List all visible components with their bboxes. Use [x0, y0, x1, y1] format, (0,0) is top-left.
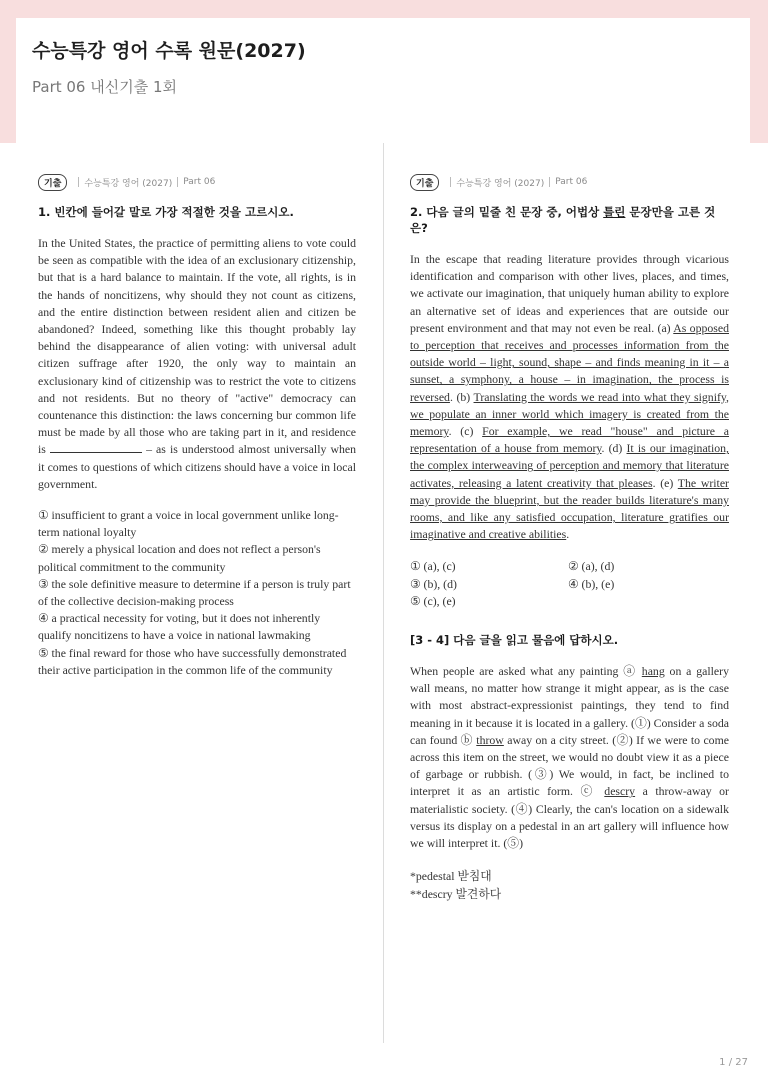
- page-number: 1 / 27: [719, 1057, 748, 1068]
- passage-text: When people are asked what any painting ⓐ: [410, 664, 642, 679]
- underlined-word-a: hang: [641, 664, 665, 679]
- meta-separator: [549, 177, 550, 187]
- question-1-badge: 기출: [38, 174, 67, 191]
- question-1-options: [38, 507, 356, 679]
- footnotes: [410, 868, 729, 902]
- set-3-4-title: [3 - 4] 다음 글을 읽고 물음에 답하시오.: [410, 633, 619, 648]
- underlined-sentence-e: The writer may provide the blueprint, but the reader builds literature's many rooms, and like any satisfied occupation, literature gratifies our imaginative and creative abilities: [410, 475, 729, 542]
- footnote-1: *pedestal 받침대: [410, 869, 492, 884]
- title-text: 2. 다음 글의 밑줄 친 문장 중, 어법상: [410, 205, 604, 219]
- question-1-passage: [38, 235, 356, 493]
- meta-separator: [177, 177, 178, 187]
- underlined-sentence-a: As opposed to perception that receives and processes information from the outside world – light, sound, shape – and finds meaning in it – a sunset, a symphony, a house – in imagination, the process is reversed: [410, 320, 729, 404]
- sentence-label-c: . (c): [448, 424, 483, 439]
- sentence-label-e: . (e): [652, 475, 678, 490]
- set-3-4-passage: [410, 663, 729, 852]
- document-title: 수능특강 영어 수록 원문(2027): [32, 40, 306, 62]
- passage-text: away on a city street. (②) If we were to come across this item on the street, we would no doubt view it as a piece of garbage or rubbish. (③) We would, in fact, be inclined to interpret it as an artistic form. ⓒ: [410, 732, 729, 799]
- option-2[interactable]: ② merely a physical location and does not reflect a person's political commitment to the community: [38, 542, 321, 574]
- title-text: 문장만을 고른 것은?: [410, 205, 716, 235]
- passage-text: a throw-away or materialistic society. (④) Clearly, the can's location on a sidewalk versus its display on a pedestal in an art gallery will influence how we will interpret it. (⑤): [410, 784, 729, 851]
- underlined-sentence-b: Translating the words we read into what they signify, we populate an inner world which imagery is created from the memory: [410, 389, 729, 439]
- question-2-source: 수능특강 영어 (2027): [456, 178, 545, 189]
- passage-text: In the escape that reading literature provides through vicarious identification and comparison with other lives, places, and times, we activate our imagination, that uniquely human ability to explore an alternative set of ideas and experiences that are outside our present environment and that may not even be real.: [410, 252, 729, 335]
- sentence-label-b: . (b): [449, 389, 474, 404]
- option-5[interactable]: ⑤ the final reward for those who have successfully demonstrated their active participation in the common life of the community: [38, 645, 347, 677]
- question-1-title: 1. 빈칸에 들어갈 말로 가장 적절한 것을 고르시오.: [38, 205, 294, 219]
- sentence-label-d: . (d): [601, 441, 627, 456]
- question-1-meta: [38, 174, 356, 190]
- meta-separator: [450, 177, 451, 187]
- underlined-sentence-d: It is our imagination, the complex interweaving of perception and memory that literature activates, releasing a latent creativity that pleases: [410, 441, 729, 490]
- question-2-part: Part 06: [555, 177, 588, 187]
- passage-text: – as is understood almost universally when it comes to questions of which citizens should have a voice in local government.: [38, 442, 357, 491]
- underlined-word-b: throw: [476, 732, 504, 747]
- question-2-badge: 기출: [410, 174, 439, 191]
- question-1-source: 수능특강 영어 (2027): [84, 178, 173, 189]
- underlined-word-c: descry: [604, 784, 636, 799]
- passage-text: In the United States, the practice of permitting aliens to vote could be seen as compatible with the idea of an exclusionary citizenship, but that is a hard balance to maintain. If the vote, all rights, is in the hands of noncitizens, why should they not count as citizens, and the entire distinction between resident alien and citizen be abandoned? Indeed, something like this thought probably lay behind the disappearance of alien voting: with universal adult citizen suffrage after 1920, the only way to maintain an exclusionary kind of citizenship was to restrict the vote to citizens and not residents. But no theory of "active" democracy can countenance this distinction: the laws concerning bur common life must be made by all those who are taking part in it, and residence is: [38, 236, 356, 457]
- document-subtitle: Part 06 내신기출 1회: [32, 78, 177, 96]
- question-1-part: Part 06: [183, 177, 216, 187]
- option-4[interactable]: ④ a practical necessity for voting, but it does not inherently qualify noncitizens to have a voice in national lawmaking: [38, 611, 321, 643]
- question-1: [38, 174, 356, 679]
- title-emphasis: 틀린: [603, 205, 626, 219]
- sentence-label-a: (a): [657, 320, 674, 335]
- passage-text: .: [566, 527, 570, 542]
- option-3[interactable]: ③ (b), (d): [410, 576, 457, 591]
- question-2-passage: [410, 251, 729, 543]
- column-divider: [383, 143, 384, 1043]
- question-2-options: [410, 558, 729, 610]
- underlined-sentence-c: For example, we read "house" and picture a representation of a house from memory: [410, 424, 729, 456]
- option-1[interactable]: ① (a), (c): [410, 559, 456, 574]
- question-2-title: [410, 204, 729, 236]
- option-1[interactable]: ① insufficient to grant a voice in local government unlike long-term national loyalty: [38, 508, 339, 540]
- passage-text: on a gallery wall means, no matter how strange it might appear, as is the case with most abstract-expressionist paintings, they tend to find meaning in it because it is located in a gallery. (①) Consider a soda can found ⓑ: [410, 664, 730, 747]
- option-2[interactable]: ② (a), (d): [568, 559, 615, 574]
- question-2: [410, 174, 729, 903]
- meta-separator: [78, 177, 79, 187]
- option-3[interactable]: ③ the sole definitive measure to determine if a person is truly part of the collective decision-making process: [38, 576, 351, 609]
- footnote-2: **descry 발견하다: [410, 886, 502, 901]
- option-5[interactable]: ⑤ (c), (e): [410, 593, 456, 608]
- question-2-meta: [410, 174, 729, 190]
- answer-blank: [50, 442, 142, 453]
- option-4[interactable]: ④ (b), (e): [568, 576, 615, 591]
